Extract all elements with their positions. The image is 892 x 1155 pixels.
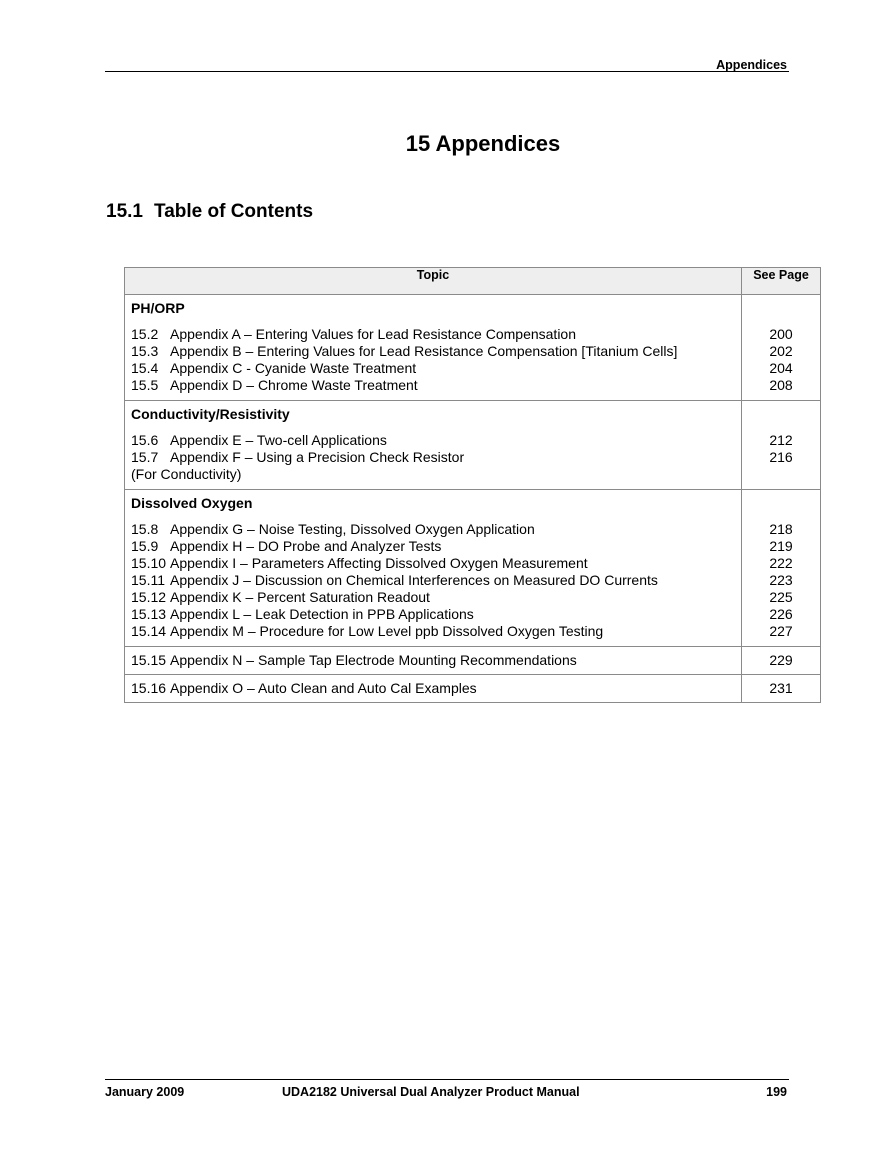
- entry-number: 15.13: [131, 606, 167, 622]
- page-number: 212: [769, 432, 793, 448]
- toc-table: [124, 267, 821, 703]
- page-number: 226: [769, 606, 793, 622]
- entry-title: Appendix H – DO Probe and Analyzer Tests: [170, 538, 442, 554]
- toc-entry: [131, 538, 735, 555]
- footer-divider: [105, 1079, 789, 1080]
- toc-entry: [131, 343, 735, 360]
- entry-number: 15.10: [131, 555, 167, 571]
- page-column-header: See Page: [742, 268, 821, 295]
- page-number: 231: [742, 675, 821, 703]
- toc-entry: [131, 432, 735, 449]
- toc-group-pages: [742, 295, 821, 401]
- entry-title: Appendix C - Cyanide Waste Treatment: [170, 360, 417, 376]
- page-number: 225: [769, 589, 793, 605]
- toc-group-topics: [125, 490, 742, 647]
- toc-single-row: [125, 647, 821, 675]
- running-header: Appendices: [716, 58, 787, 72]
- toc-group-pages: [742, 401, 821, 490]
- toc-header-row: [125, 268, 821, 295]
- toc-group-pages: [742, 490, 821, 647]
- entry-number: 15.15: [131, 652, 167, 668]
- header-divider: [105, 71, 789, 72]
- toc-group-topics: [125, 295, 742, 401]
- entry-number: 15.9: [131, 538, 159, 554]
- toc-group-topics: [125, 401, 742, 490]
- toc-group-row: [125, 401, 821, 490]
- entry-number: 15.4: [131, 360, 159, 376]
- section-heading: Table of Contents: [154, 201, 314, 222]
- entry-title: Appendix N – Sample Tap Electrode Mounting Recommendations: [170, 652, 577, 668]
- toc-entry: [131, 360, 735, 377]
- entry-title: Appendix I – Parameters Affecting Dissolved Oxygen Measurement: [170, 555, 588, 571]
- toc-entry: [125, 647, 742, 675]
- footer-page-number: 199: [766, 1085, 787, 1099]
- toc-entry: [131, 606, 735, 623]
- toc-entry: [131, 555, 735, 572]
- footer-date: January 2009: [105, 1085, 185, 1099]
- page-number: 229: [742, 647, 821, 675]
- entry-number: 15.6: [131, 432, 159, 448]
- entry-number: 15.14: [131, 623, 167, 639]
- page-number: 216: [769, 449, 793, 465]
- entry-title: Appendix E – Two-cell Applications: [170, 432, 387, 448]
- entry-title: Appendix O – Auto Clean and Auto Cal Examples: [170, 680, 477, 696]
- entry-number: 15.3: [131, 343, 159, 359]
- toc-entry: [131, 572, 735, 589]
- page-number: 222: [769, 555, 793, 571]
- page-number: 208: [769, 377, 793, 393]
- entry-title: Appendix M – Procedure for Low Level ppb Dissolved Oxygen Testing: [170, 623, 604, 639]
- entry-title: Appendix B – Entering Values for Lead Resistance Compensation [Titanium Cells]: [170, 343, 678, 359]
- entry-note: (For Conductivity): [131, 466, 242, 482]
- page-number: 223: [769, 572, 793, 588]
- entry-number: 15.2: [131, 326, 159, 342]
- entry-title: Appendix L – Leak Detection in PPB Applications: [170, 606, 474, 622]
- entry-title: Appendix A – Entering Values for Lead Resistance Compensation: [170, 326, 576, 342]
- entry-number: 15.16: [131, 680, 167, 696]
- group-heading: Dissolved Oxygen: [131, 495, 253, 511]
- section-title: [106, 201, 313, 223]
- toc-entry: [131, 449, 735, 466]
- entry-number: 15.11: [131, 572, 165, 588]
- chapter-title: 15 Appendices: [405, 131, 561, 156]
- entry-title: Appendix K – Percent Saturation Readout: [170, 589, 430, 605]
- entry-title: Appendix G – Noise Testing, Dissolved Oxygen Application: [170, 521, 535, 537]
- page-number: 219: [769, 538, 793, 554]
- toc-group-row: [125, 295, 821, 401]
- toc-entry: [131, 326, 735, 343]
- topic-column-header: Topic: [125, 268, 742, 295]
- toc-entry: [131, 623, 735, 640]
- entry-number: 15.7: [131, 449, 159, 465]
- group-heading: Conductivity/Resistivity: [131, 406, 290, 422]
- toc-entry: [131, 521, 735, 538]
- page-number: 202: [769, 343, 793, 359]
- section-number: 15.1: [106, 201, 143, 222]
- toc-entry: [131, 589, 735, 606]
- toc-entry: [131, 377, 735, 394]
- entry-title: Appendix J – Discussion on Chemical Interferences on Measured DO Currents: [170, 572, 658, 588]
- toc-entry: [125, 675, 742, 703]
- entry-title: Appendix F – Using a Precision Check Resistor: [170, 449, 465, 465]
- page-number: 218: [769, 521, 793, 537]
- page-number: 200: [769, 326, 793, 342]
- footer-title: UDA2182 Universal Dual Analyzer Product Manual: [282, 1085, 580, 1099]
- page-number: 204: [769, 360, 793, 376]
- toc-single-row: [125, 675, 821, 703]
- entry-title: Appendix D – Chrome Waste Treatment: [170, 377, 418, 393]
- entry-number: 15.8: [131, 521, 159, 537]
- page-number: 227: [769, 623, 793, 639]
- entry-number: 15.5: [131, 377, 159, 393]
- entry-number: 15.12: [131, 589, 167, 605]
- group-heading: PH/ORP: [131, 300, 185, 316]
- toc-group-row: [125, 490, 821, 647]
